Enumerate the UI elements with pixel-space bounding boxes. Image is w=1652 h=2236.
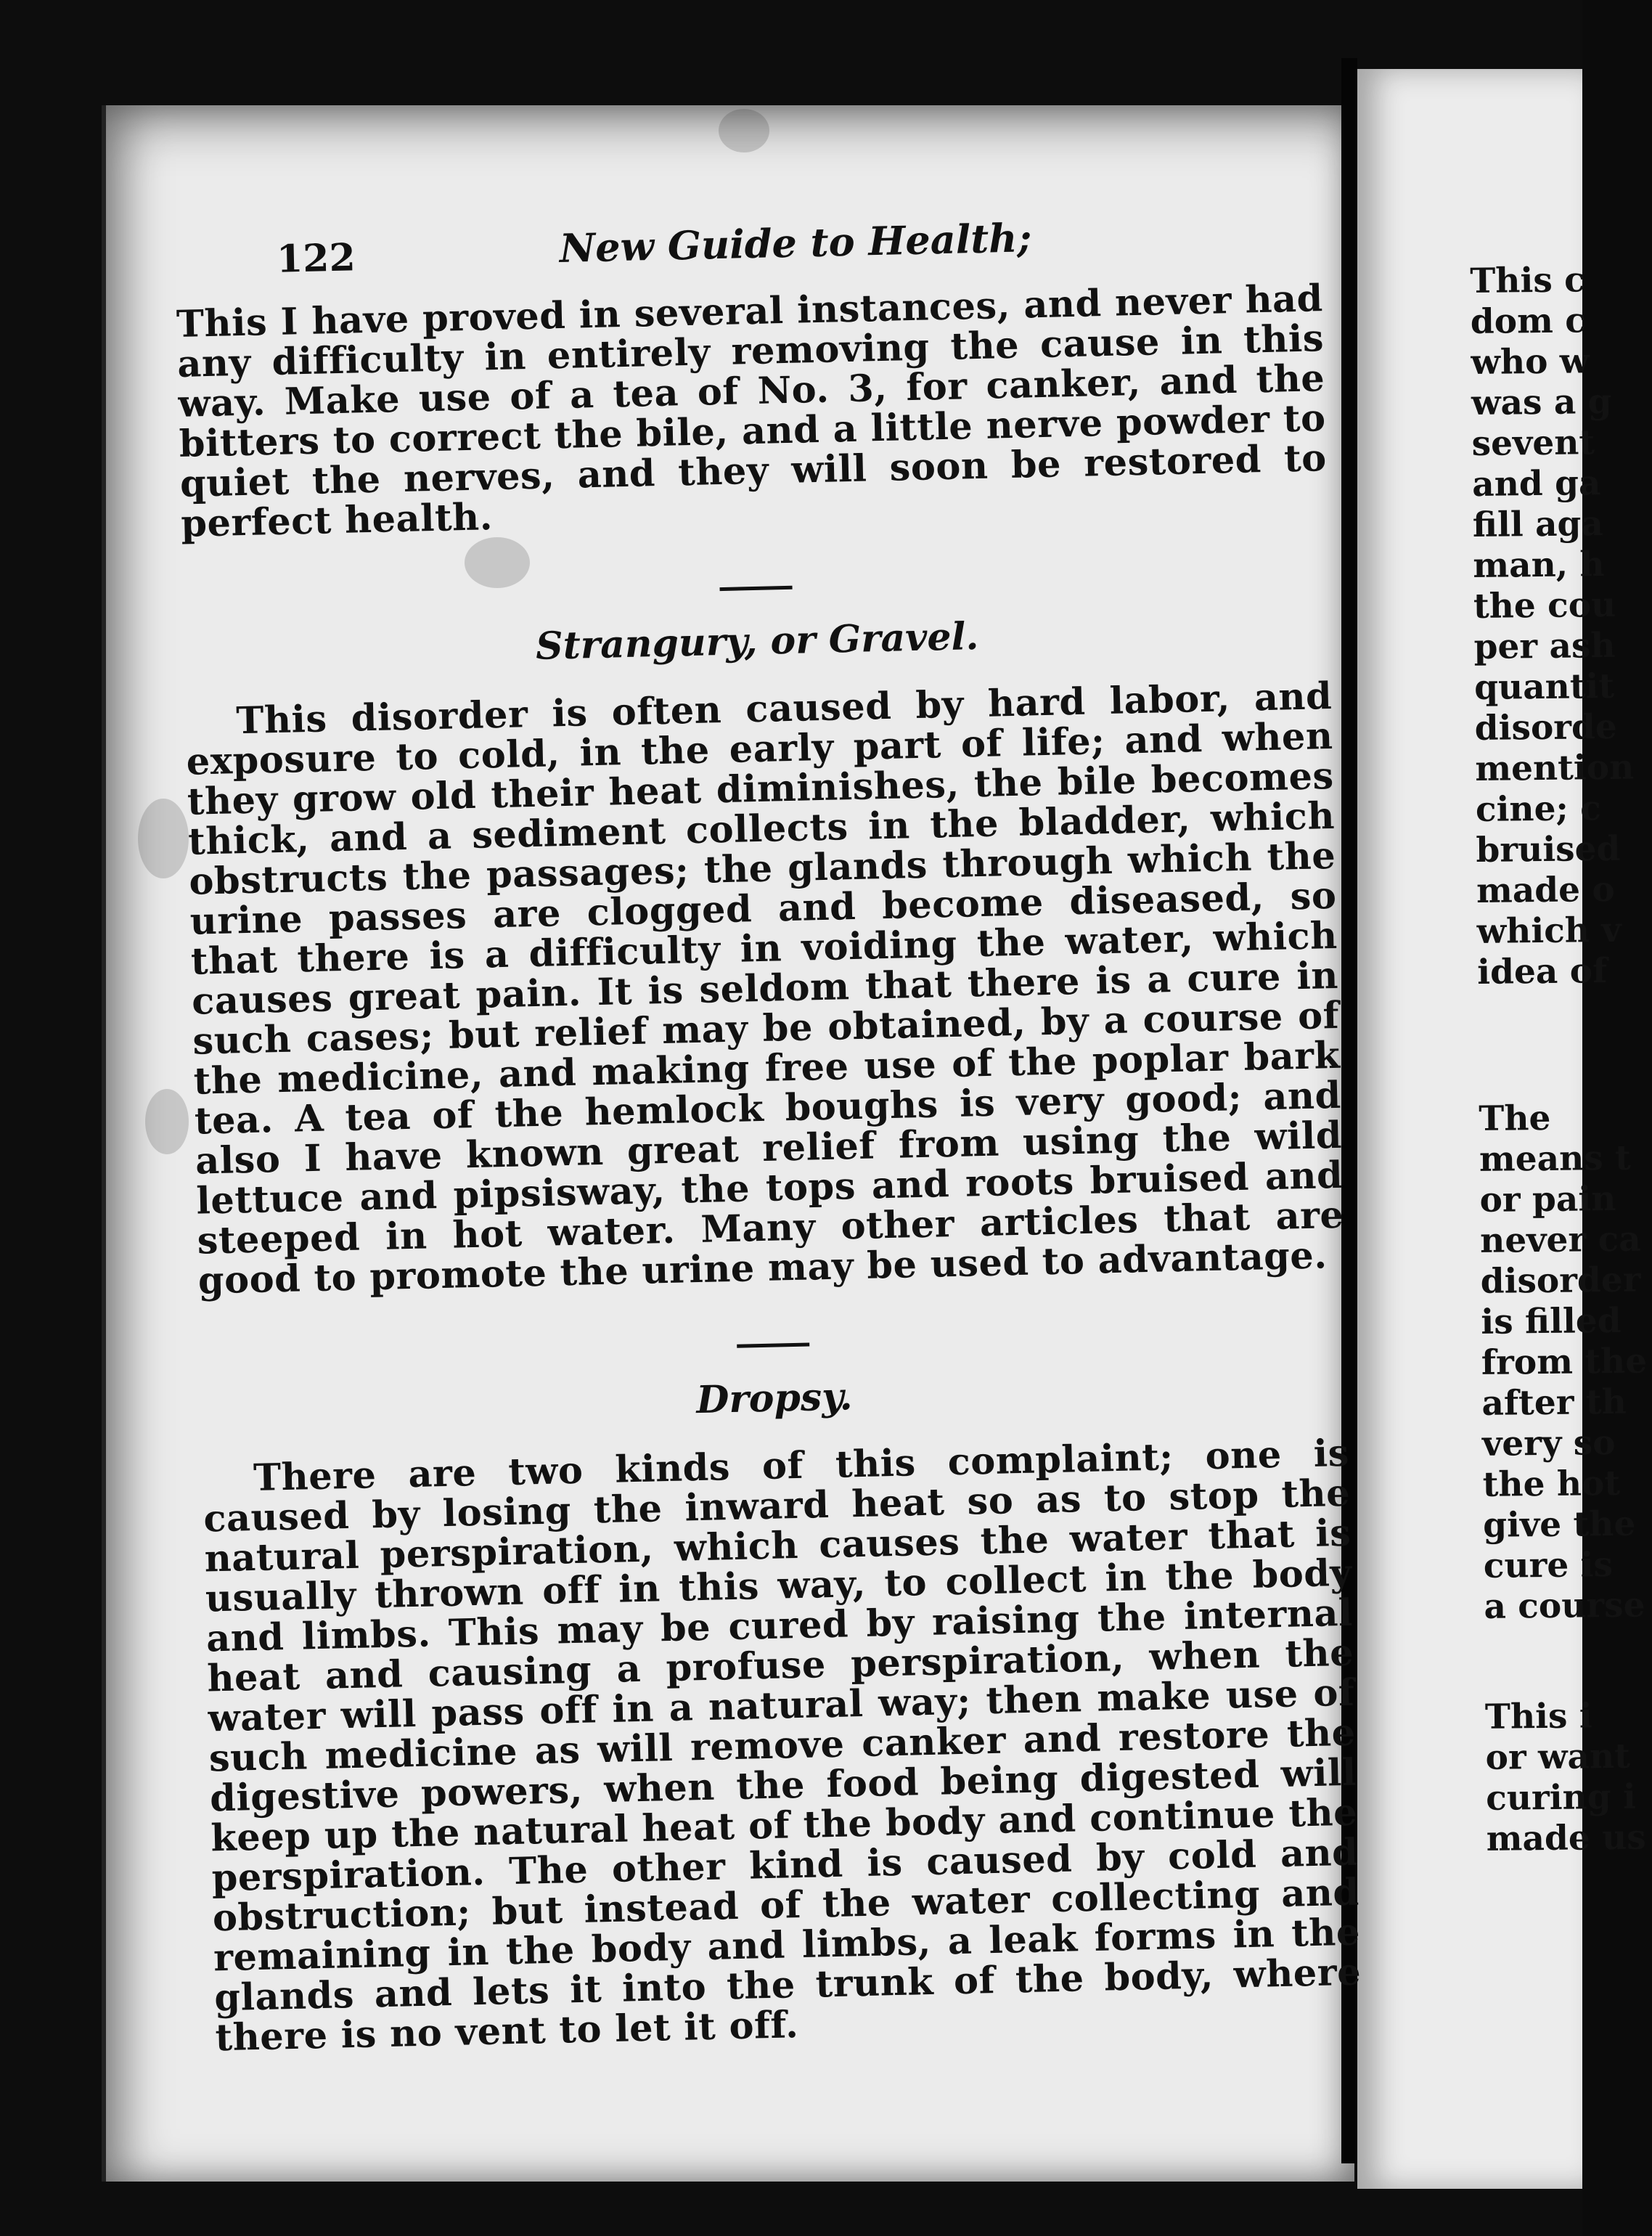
right-page-line: The	[1479, 1098, 1551, 1139]
right-page-line: made o	[1476, 869, 1616, 911]
right-page-line: cure is	[1483, 1545, 1614, 1586]
ink-smudge	[138, 799, 189, 878]
right-page-line: curing i	[1485, 1776, 1637, 1819]
right-page-line: and ga	[1471, 463, 1601, 505]
right-page-line: after th	[1481, 1382, 1627, 1424]
right-page-line: man, h	[1473, 544, 1605, 586]
right-page-line: quantit	[1473, 666, 1615, 708]
right-block-3	[1484, 1696, 1646, 1860]
right-page-line: disorde	[1474, 706, 1618, 748]
right-page-line: cine; c	[1475, 788, 1602, 830]
right-page-fragments	[1470, 260, 1648, 1860]
right-page-line: or pain	[1479, 1178, 1616, 1220]
right-page-line: the hot	[1482, 1463, 1621, 1505]
ink-smudge	[719, 109, 769, 152]
right-page-line: who w	[1471, 341, 1590, 383]
section-heading-dropsy: Dropsy.	[695, 1374, 854, 1423]
right-page-line: the cou	[1473, 584, 1616, 627]
dropsy-paragraph: There are two kinds of this complaint; one is caused by losing the inward heat so as to stop the natural perspiration, which causes the water that is usually thrown off in this way, to collect in the body and limbs. This may be cured by raising the internal heat and causing a profuse perspiration, when the water will pass off in a natural way; then make use of such medicine as will remove canker and restore the digestive powers, when the food being digested will keep up the natural heat of the body and continue the perspiration. The other kind is caused by cold and obstruction; but instead of the water collecting and remaining in the body and limbs, a leak forms in the glands and lets it into the trunk of the body, where there is no vent to let it off.	[203, 1431, 1362, 2060]
section-heading-strangury: Strangury, or Gravel.	[535, 614, 979, 669]
right-page-line: from the	[1481, 1341, 1648, 1383]
right-page-line: was a g	[1471, 381, 1612, 423]
left-page-text	[174, 199, 1362, 2058]
right-page-line: bruised	[1476, 828, 1621, 870]
page-number: 122	[276, 235, 356, 282]
running-title: New Guide to Health;	[559, 214, 1033, 272]
right-page-line: or want	[1485, 1736, 1631, 1778]
right-block-1	[1470, 260, 1635, 993]
strangury-paragraph: This disorder is often caused by hard labor, and exposure to cold, in the early part of life; and when they grow old their heat diminishes, the bile becomes thick, and a sediment collects in the bladder, which obstructs the passages; the glands through which the urine passes are clogged and become diseased, so that there is a difficulty in voiding the water, which causes great pain. It is seldom that there is a cure in such cases; but relief may be obtained, by a course of the medicine, and making free use of the poplar bark tea. A tea of the hemlock boughs is very good; and also I have known great relief from using the wild lettuce and pipsisway, the tops and roots bruised and steeped in hot water. Many other articles that are good to promote the urine may be used to advantage.	[186, 674, 1345, 1303]
ink-smudge	[145, 1089, 189, 1154]
right-page-line: is filled	[1481, 1300, 1622, 1342]
right-page-line: This c	[1470, 260, 1586, 301]
right-page-line: sevent	[1471, 423, 1595, 464]
section-divider	[737, 1343, 809, 1348]
right-page-line: per ash	[1473, 625, 1616, 667]
intro-paragraph: This I have proved in several instances, and never had any difficulty in entirely removing the cause in this way. Make use of a tea of No. 3, for canker, and the bitters to correct the bile, and a little nerve powder to quiet the nerves, and they will soon be restored to perfect health.	[176, 277, 1328, 546]
right-page-line: mention	[1475, 747, 1635, 789]
right-page-line: made us	[1486, 1817, 1646, 1859]
right-page-line: disorder	[1480, 1260, 1641, 1302]
right-block-2	[1479, 1098, 1648, 1628]
right-page-line: a course	[1484, 1585, 1645, 1627]
right-page-line: which v	[1476, 910, 1622, 952]
right-page-line: dom c	[1470, 301, 1587, 342]
right-page-line: means t	[1479, 1138, 1632, 1180]
section-divider	[720, 586, 793, 591]
right-page-line: This i	[1484, 1696, 1592, 1737]
right-page-line: fill aga	[1472, 504, 1604, 545]
right-page-line: very so	[1481, 1422, 1616, 1464]
right-page-line: idea of	[1476, 951, 1608, 992]
right-page-line: never ca	[1479, 1219, 1641, 1261]
right-page-line: give the	[1482, 1503, 1636, 1546]
